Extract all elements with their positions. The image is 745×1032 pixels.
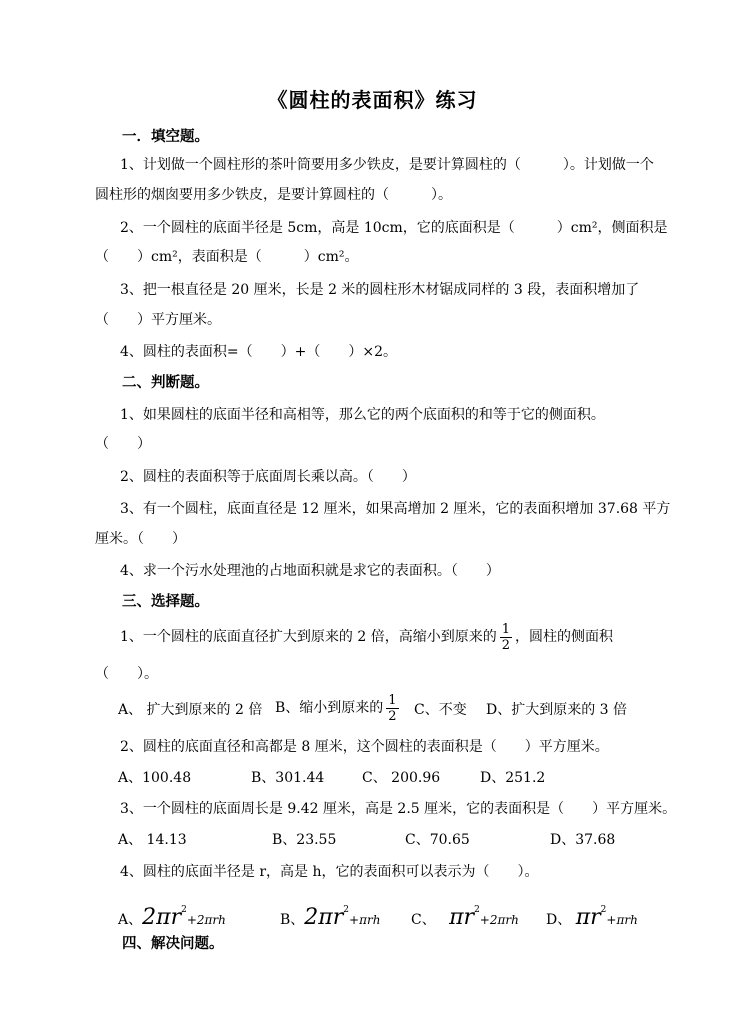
judge-q1-line1: 1、如果圆柱的底面半径和高相等，那么它的两个底面积的和等于它的侧面积。 [120,407,605,423]
choice-q3-option-c: C、70.65 [405,832,470,848]
option-b-fraction-numerator: 1 [388,692,397,708]
fill-q2-line2: （ ）cm²，表面积是（ ）cm²。 [95,249,359,265]
section-heading-choice: 三、选择题。 [122,594,209,610]
fraction-denominator: 2 [501,637,510,653]
fill-q4-line1: 4、圆柱的表面积=（ ）+（ ）×2。 [120,344,398,360]
choice-q2-option-b: B、301.44 [251,770,325,786]
choice-q1-line1 [120,620,700,654]
choice-q4-option-d [546,896,638,934]
choice-q4-option-a [118,896,226,934]
choice-q4-line1: 4、圆柱的底面半径是 r，高是 h，它的表面积可以表示为（ ）。 [120,864,539,880]
option-c-exponent: 2 [474,905,480,915]
fill-q2-line1: 2、一个圆柱的底面半径是 5cm，高是 10cm，它的底面积是（ ）cm²，侧面积是 [120,220,668,236]
choice-q2-line1: 2、圆柱的底面直径和高都是 8 厘米，这个圆柱的表面积是（ ）平方厘米。 [120,739,609,755]
choice-q1-option-d: D、扩大到原来的 3 倍 [486,702,628,718]
section-heading-fill: 一．填空题。 [122,129,209,145]
fill-q3-line2: （ ）平方厘米。 [95,312,221,328]
choice-q3-option-b: B、23.55 [272,832,337,848]
judge-q3-line1: 3、有一个圆柱，底面直径是 12 厘米，如果高增加 2 厘米，它的表面积增加 37.68 平方 [120,501,671,517]
choice-q1-option-a: A、 扩大到原来的 2 倍 [118,702,263,718]
fill-q1-line2: 圆柱形的烟囱要用多少铁皮，是要计算圆柱的（ ）。 [95,187,452,203]
fill-q3-line1: 3、把一根直径是 20 厘米，长是 2 米的圆柱形木材锯成同样的 3 段，表面积增加了 [120,282,640,298]
option-c-term-2pirh: +2πrh [479,913,519,927]
choice-q2-option-c: C、 200.96 [362,770,441,786]
option-a-term-2pir: 2πr [142,905,182,930]
option-b-term-pirh: +πrh [349,913,381,927]
option-a-exponent: 2 [181,905,187,915]
choice-q3-option-d: D、37.68 [550,832,616,848]
judge-q3-line2: 厘米。（ ） [95,531,186,547]
choice-q3-line1: 3、一个圆柱的底面周长是 9.42 厘米，高是 2.5 厘米，它的表面积是（ ）平方厘米。 [120,801,677,817]
option-d-term-pirh: +πrh [606,913,638,927]
choice-q1-option-b [275,690,402,726]
judge-q1-line2: （ ） [95,436,151,452]
option-b-exponent: 2 [343,905,350,915]
judge-q2-line1: 2、圆柱的表面积等于底面周长乘以高。（ ） [120,469,416,485]
option-b-term-2pir: 2πr [304,905,344,930]
choice-q1-option-b-text: B、缩小到原来的 [275,700,384,716]
option-d-exponent: 2 [600,905,607,915]
section-heading-solve: 四、解决问题。 [122,936,224,952]
choice-q1-text-pre: 1、一个圆柱的底面直径扩大到原来的 2 倍，高缩小到原来的 [120,629,497,645]
option-c-label: C、 [411,912,436,928]
judge-q4-line1: 4、求一个污水处理池的占地面积就是求它的表面积。（ ） [120,563,500,579]
option-a-label: A、 [118,912,143,928]
choice-q1-text-post: ，圆柱的侧面积 [515,629,613,645]
choice-q4-option-b [280,896,380,934]
option-b-fraction-denominator: 2 [388,708,397,724]
option-b-fraction [386,693,398,724]
choice-q4-option-c [411,896,519,934]
option-c-term-pir: πr [449,905,475,930]
option-b-label: B、 [280,912,305,928]
choice-q3-option-a: A、 14.13 [118,832,187,848]
fraction-one-half [500,622,512,653]
option-a-term-2pirh: +2πrh [186,913,226,927]
choice-q2-option-a: A、100.48 [118,770,192,786]
option-d-term-pir: πr [575,905,601,930]
section-heading-judge: 二、判断题。 [122,375,209,391]
fraction-numerator: 1 [501,621,510,637]
page-title: 《圆柱的表面积》练习 [267,88,478,112]
choice-q1-line2: （ ）。 [95,666,158,682]
choice-q2-option-d: D、251.2 [480,770,546,786]
choice-q1-option-c: C、不变 [414,702,467,718]
option-d-label: D、 [546,912,572,928]
fill-q1-line1: 1、计划做一个圆柱形的茶叶筒要用多少铁皮，是要计算圆柱的（ ）。计划做一个 [120,157,654,173]
